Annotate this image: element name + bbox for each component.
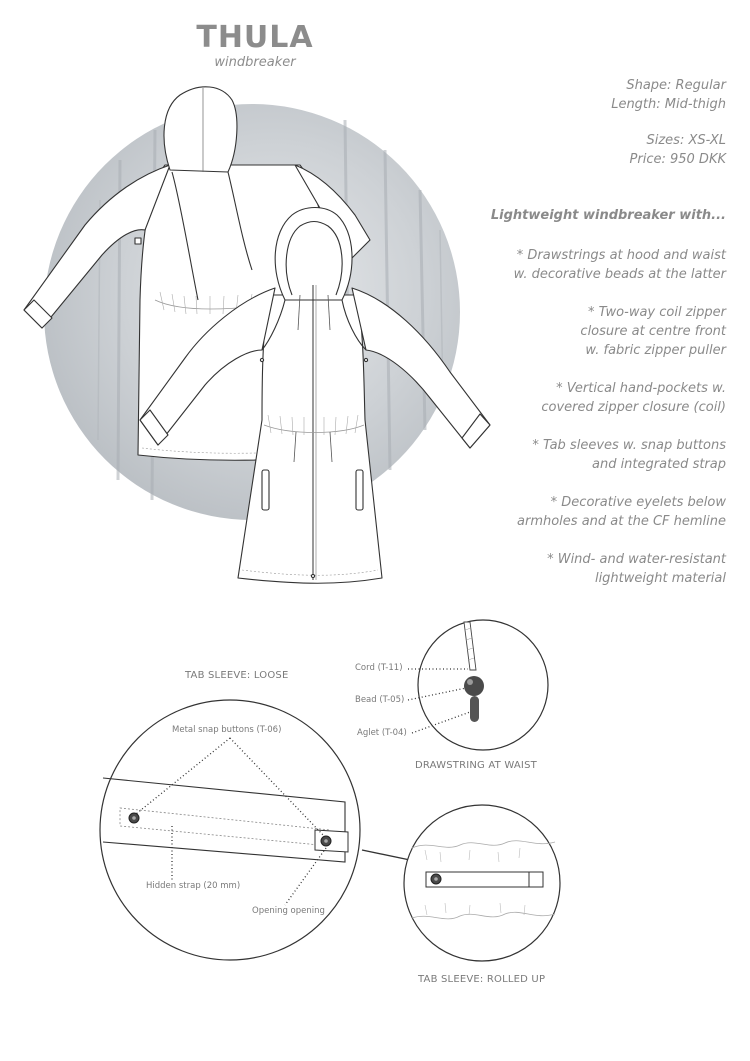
hidden-strap-label: Hidden strap (20 mm) [146, 881, 241, 891]
feature-item [514, 550, 726, 588]
feature-line: and integrated strap [591, 457, 726, 472]
feature-item [514, 436, 726, 474]
features-intro: Lightweight windbreaker with... [490, 208, 726, 223]
drawstring-caption: DRAWSTRING AT WAIST [415, 760, 537, 771]
feature-line: * Wind- and water-resistant [547, 552, 726, 567]
feature-line: * Decorative eyelets below [550, 495, 726, 510]
product-specs [611, 76, 726, 169]
feature-line: w. fabric zipper puller [585, 343, 726, 358]
feature-line: lightweight material [594, 571, 726, 586]
spec-price: Price: 950 DKK [629, 152, 726, 167]
feature-line: * Two-way coil zipper [588, 305, 726, 320]
drawstring-detail [408, 620, 548, 750]
tab-sleeve-loose-detail [100, 700, 360, 960]
feature-line: armholes and at the CF hemline [517, 514, 726, 529]
tab-rolled-caption: TAB SLEEVE: ROLLED UP [418, 974, 546, 985]
feature-line: closure at centre front [580, 324, 726, 339]
opening-label: Opening opening [252, 906, 325, 916]
feature-item [514, 379, 726, 417]
bead-label: Bead (T-05) [355, 695, 405, 705]
feature-list [514, 246, 726, 607]
product-name: THULA [196, 20, 314, 55]
feature-item [514, 303, 726, 360]
spec-sizes: Sizes: XS-XL [646, 133, 726, 148]
snap-buttons-label: Metal snap buttons (T-06) [172, 725, 282, 735]
detail-connector-line [362, 850, 410, 860]
cord-label: Cord (T-11) [355, 663, 403, 673]
feature-item [514, 246, 726, 284]
product-type: windbreaker [214, 55, 296, 70]
spec-length: Length: Mid-thigh [611, 97, 726, 112]
tab-loose-caption: TAB SLEEVE: LOOSE [185, 670, 289, 681]
feature-item [514, 493, 726, 531]
tab-sleeve-rolled-detail [404, 805, 560, 961]
feature-line: * Vertical hand-pockets w. [556, 381, 726, 396]
feature-line: * Tab sleeves w. snap buttons [532, 438, 726, 453]
spec-shape: Shape: Regular [626, 78, 726, 93]
aglet-label: Aglet (T-04) [357, 728, 407, 738]
feature-line: * Drawstrings at hood and waist [516, 248, 726, 263]
feature-line: covered zipper closure (coil) [541, 400, 726, 415]
feature-line: w. decorative beads at the latter [513, 267, 726, 282]
